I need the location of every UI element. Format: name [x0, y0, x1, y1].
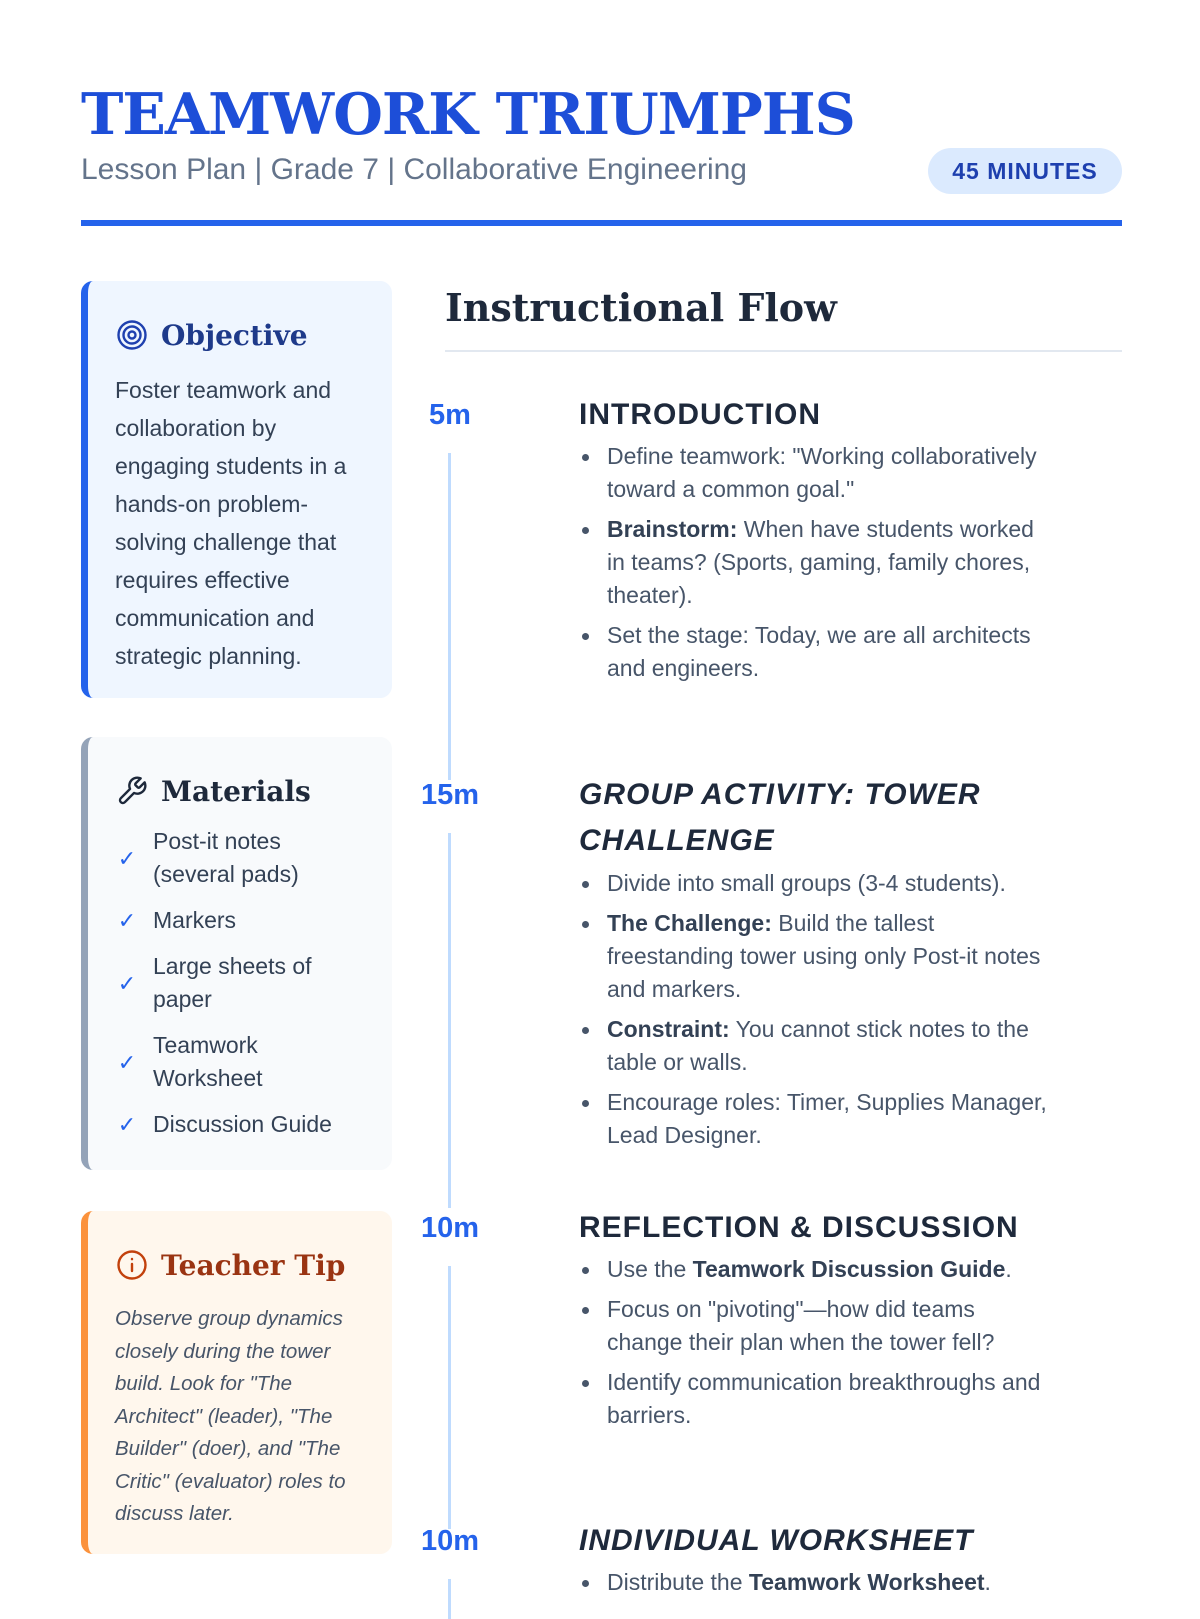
list-item: Define teamwork: "Working collaboratively toward a common goal."	[579, 440, 1049, 506]
teacher-tip-card	[81, 1211, 392, 1554]
objective-title: Objective	[161, 318, 308, 352]
list-item: Brainstorm: When have students worked in teams? (Sports, gaming, family chores, theater).	[579, 513, 1049, 612]
step-title: REFLECTION & DISCUSSION	[579, 1211, 1019, 1244]
check-icon: ✓	[117, 845, 137, 871]
list-item: Focus on "pivoting"—how did teams change their plan when the tower fell?	[579, 1293, 1049, 1359]
step-title: GROUP ACTIVITY: TOWER CHALLENGE	[579, 778, 981, 857]
check-icon: ✓	[117, 970, 137, 996]
target-icon	[115, 318, 149, 352]
step-time: 15m	[420, 779, 480, 811]
objective-card	[81, 281, 392, 698]
list-item: Use the Teamwork Discussion Guide.	[579, 1253, 1049, 1286]
page-subtitle: Lesson Plan | Grade 7 | Collaborative Engineering	[81, 153, 747, 186]
list-item: Encourage roles: Timer, Supplies Manager, Lead Designer.	[579, 1086, 1049, 1152]
list-item: ✓ Post-it notes (several pads)	[115, 825, 366, 891]
list-item: The Challenge: Build the tallest freestanding tower using only Post-it notes and markers.	[579, 907, 1049, 1006]
step-time: 5m	[429, 399, 471, 431]
step-time: 10m	[420, 1212, 480, 1244]
page-title: TEAMWORK TRIUMPHS	[81, 81, 855, 148]
teacher-tip-text: Observe group dynamics closely during the tower build. Look for "The Architect" (leader), "The Builder" (doer), and "The Critic" (evaluator) roles to discuss later.	[115, 1307, 346, 1525]
list-item: Identify communication breakthroughs and barriers.	[579, 1366, 1049, 1432]
timeline-line	[448, 1266, 451, 1529]
list-item: ✓ Large sheets of paper	[115, 950, 366, 1016]
check-icon: ✓	[117, 908, 137, 933]
materials-title: Materials	[161, 774, 311, 808]
step-bullets	[579, 1566, 1049, 1606]
objective-text: Foster teamwork and collaboration by engaging students in a hands-on problem-solving challenge that requires effective communication and strategic planning.	[115, 377, 347, 669]
step-bullets	[579, 1253, 1049, 1439]
step-time: 10m	[420, 1525, 480, 1557]
list-item: Set the stage: Today, we are all architects and engineers.	[579, 619, 1049, 685]
timeline-line	[448, 833, 451, 1208]
duration-badge: 45 MINUTES	[928, 148, 1122, 194]
timeline-line	[448, 1579, 451, 1619]
timeline-line	[448, 453, 451, 780]
timeline	[419, 395, 1047, 1600]
list-item: Constraint: You cannot stick notes to the table or walls.	[579, 1013, 1049, 1079]
list-item: ✓ Markers	[115, 904, 366, 937]
step-title: INDIVIDUAL WORKSHEET	[579, 1524, 974, 1557]
list-item: ✓ Discussion Guide	[115, 1108, 366, 1141]
teacher-tip-title: Teacher Tip	[161, 1248, 346, 1282]
step-title: INTRODUCTION	[579, 398, 821, 431]
materials-card	[81, 737, 392, 1170]
list-item: ✓ Teamwork Worksheet	[115, 1029, 366, 1095]
check-icon: ✓	[117, 1112, 137, 1137]
step-bullets	[579, 440, 1049, 692]
check-icon: ✓	[117, 1049, 137, 1075]
info-circle-icon	[115, 1248, 149, 1282]
header-divider	[81, 220, 1122, 226]
materials-list	[115, 825, 366, 1141]
list-item: Distribute the Teamwork Worksheet.	[579, 1566, 1049, 1599]
list-item: Divide into small groups (3-4 students).	[579, 867, 1049, 900]
flow-title: Instructional Flow	[445, 285, 837, 330]
wrench-icon	[115, 774, 149, 808]
step-bullets	[579, 867, 1049, 1159]
